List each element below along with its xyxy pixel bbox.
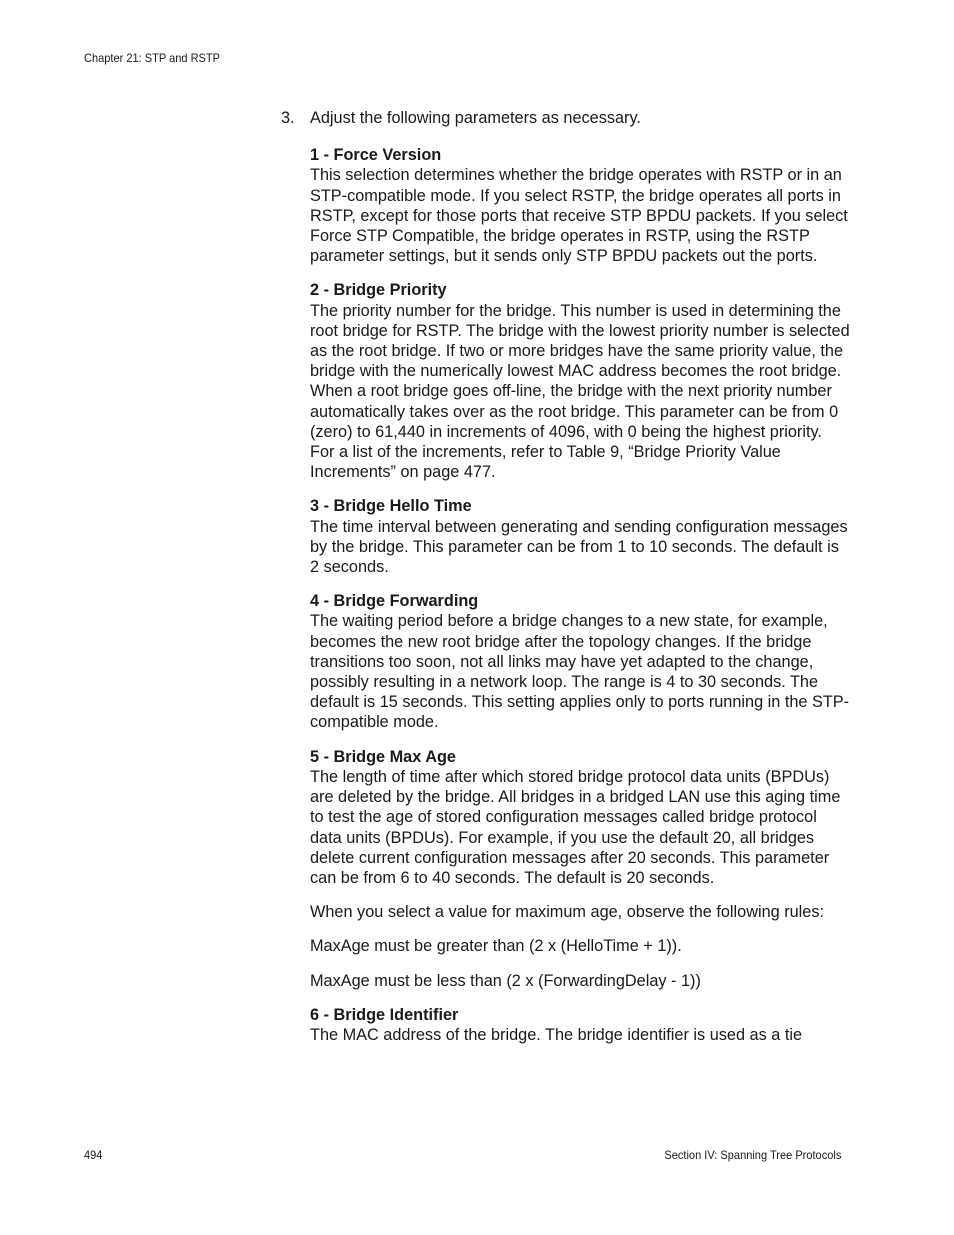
step-number: 3. <box>281 109 295 127</box>
param-description: The waiting period before a bridge changes to a new state, for example, becomes the new root bridge after the topology changes. If the bridge transitions too soon, not all links may have yet adapted to the change, possibly resulting in a network loop. The range is 4 to 30 seconds. The default is 15 seconds. This setting applies only to ports running in the STP-compatible mode. <box>310 612 850 732</box>
param-bridge-forwarding <box>310 591 850 732</box>
param-bridge-hello-time <box>310 496 850 577</box>
param-title: 6 - Bridge Identifier <box>310 1005 459 1024</box>
main-content <box>281 108 850 1059</box>
page-number: 494 <box>84 1148 103 1162</box>
param-description: The priority number for the bridge. This number is used in determining the root bridge for RSTP. The bridge with the lowest priority number is selected as the root bridge. If two or more bridges have the same priority value, the bridge with the numerically lowest MAC address becomes the root bridge. When a root bridge goes off-line, the bridge with the next priority number automatically takes over as the root bridge. This parameter can be from 0 (zero) to 61,440 in increments of 4096, with 0 being the highest priority. For a list of the increments, refer to Table 9, “Bridge Priority Value Increments” on page 477. <box>310 301 850 482</box>
param-title: 1 - Force Version <box>310 146 442 165</box>
param-title: 3 - Bridge Hello Time <box>310 497 472 516</box>
running-header: Chapter 21: STP and RSTP <box>84 51 221 65</box>
param-title: 5 - Bridge Max Age <box>310 747 456 766</box>
param-title: 2 - Bridge Priority <box>310 281 447 300</box>
param-bridge-priority <box>310 280 850 482</box>
param-force-version <box>310 145 850 266</box>
step-text: Adjust the following parameters as necessary. <box>310 109 641 127</box>
param-bridge-max-age <box>310 747 850 888</box>
max-age-rules-intro: When you select a value for maximum age, observe the following rules: <box>310 903 825 922</box>
step-3 <box>281 108 850 128</box>
param-description: The time interval between generating and sending configuration messages by the bridge. This parameter can be from 1 to 10 seconds. The default is 2 seconds. <box>310 517 848 577</box>
param-description: The MAC address of the bridge. The bridge identifier is used as a tie <box>310 1025 803 1044</box>
param-title: 4 - Bridge Forwarding <box>310 592 479 611</box>
param-description: This selection determines whether the bridge operates with RSTP or in an STP-compatible mode. If you select RSTP, the bridge operates all ports in RSTP, except for those ports that receive STP BPDU packets. If you select Force STP Compatible, the bridge operates in RSTP, using the RSTP parameter settings, but it sends only STP BPDU packets out the ports. <box>310 166 848 266</box>
max-age-rule-1: MaxAge must be greater than (2 x (HelloTime + 1)). <box>310 937 682 956</box>
max-age-rule-2: MaxAge must be less than (2 x (ForwardingDelay - 1)) <box>310 971 701 990</box>
running-footer-section: Section IV: Spanning Tree Protocols <box>664 1148 841 1162</box>
param-description: The length of time after which stored bridge protocol data units (BPDUs) are deleted by the bridge. All bridges in a bridged LAN use this aging time to test the age of stored configuration messages called bridge protocol data units (BPDUs). For example, if you use the default 20, all bridges delete current configuration messages after 20 seconds. This parameter can be from 6 to 40 seconds. The default is 20 seconds. <box>310 767 841 887</box>
param-bridge-identifier <box>310 1005 850 1045</box>
